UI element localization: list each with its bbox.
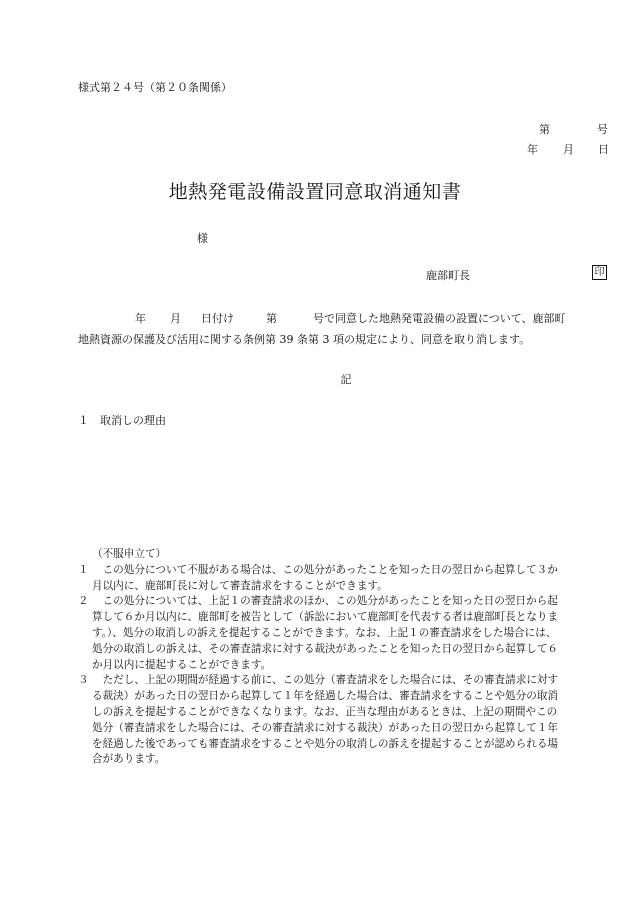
addressee-suffix: 様 — [197, 232, 208, 245]
seal-mark: 印 — [592, 265, 607, 280]
form-number: 様式第２４号（第２０条関係） — [78, 81, 232, 94]
appeal-item-number: ２ — [78, 595, 89, 608]
appeal-item-2 — [78, 594, 618, 673]
ki-heading: 記 — [340, 373, 352, 386]
appeal-item-line: を経過した後であっても審査請求をすることや処分の取消しの訴えを提起することが認められる場 — [92, 737, 559, 750]
reason-heading: １ 取消しの理由 — [78, 414, 166, 427]
appeal-item-line: 処分の取消しの訴えは、その審査請求に対する裁決があったことを知った日の翌日から起算して６ — [92, 642, 559, 655]
body-year-label: 年 — [135, 312, 146, 325]
body-line-2: 地熱資源の保護及び活用に関する条例第 39 条第 3 項の規定により、同意を取り消します。 — [78, 333, 531, 346]
document-title: 地熱発電設備設置同意取消通知書 — [168, 181, 462, 203]
appeal-item-line: この処分については、上記１の審査請求のほか、この処分があったことを知った日の翌日から起 — [92, 595, 558, 608]
appeal-item-line: 月以内に、鹿部町長に対して審査請求をすることができます。 — [92, 579, 388, 592]
appeal-item-line: か月以内に提起することができます。 — [92, 658, 272, 671]
appeal-item-line: 算して６か月以内に、鹿部町を被告として（訴訟において鹿部町を代表する者は鹿部町長となりま — [92, 611, 559, 624]
body-dated-label: 日付け — [201, 312, 234, 325]
appeal-item-number: １ — [78, 563, 89, 576]
appeal-item-line: ただし、上記の期間が経過する前に、この処分（審査請求をした場合には、その審査請求に対す — [92, 674, 559, 687]
appeal-item-line: この処分について不服がある場合は、この処分があったことを知った日の翌日から起算して３か — [92, 563, 558, 576]
issuer-name: 鹿部町長 — [426, 269, 470, 282]
date-day-label: 日 — [598, 143, 609, 156]
body-line-1 — [78, 308, 618, 329]
appeal-item-number: ３ — [78, 674, 89, 687]
appeal-item-line: る裁決）があった日の翌日から起算して１年を経過した場合は、審査請求をすることや処分の取消 — [92, 690, 559, 703]
document-number-suffix: 号 — [597, 123, 608, 136]
appeal-heading: （不服申立て） — [92, 548, 167, 560]
date-year-label: 年 — [527, 143, 538, 156]
appeal-item-line: 合があります。 — [92, 753, 166, 766]
appeal-item-line: す。）、処分の取消しの訴えを提起することができます。なお、上記１の審査請求をした場合には、 — [92, 626, 557, 639]
body-line-1-rest: 号で同意した地熱発電設備の設置について、鹿部町 — [313, 312, 566, 325]
appeal-item-3 — [78, 673, 618, 768]
body-month-label: 月 — [170, 312, 181, 325]
appeal-item-line: 処分（審査請求をした場合には、その審査請求に対する裁決）があった日の翌日から起算して１年 — [92, 721, 559, 734]
appeal-item-line: しの訴えを提起することができなくなります。なお、正当な理由があるときは、上記の期間やこの — [92, 705, 558, 718]
body-dai-label: 第 — [266, 312, 277, 325]
appeal-item-1 — [78, 563, 618, 595]
date-month-label: 月 — [563, 143, 574, 156]
document-number-prefix: 第 — [539, 123, 550, 136]
appeal-section — [78, 547, 618, 768]
body-paragraph — [78, 308, 618, 350]
